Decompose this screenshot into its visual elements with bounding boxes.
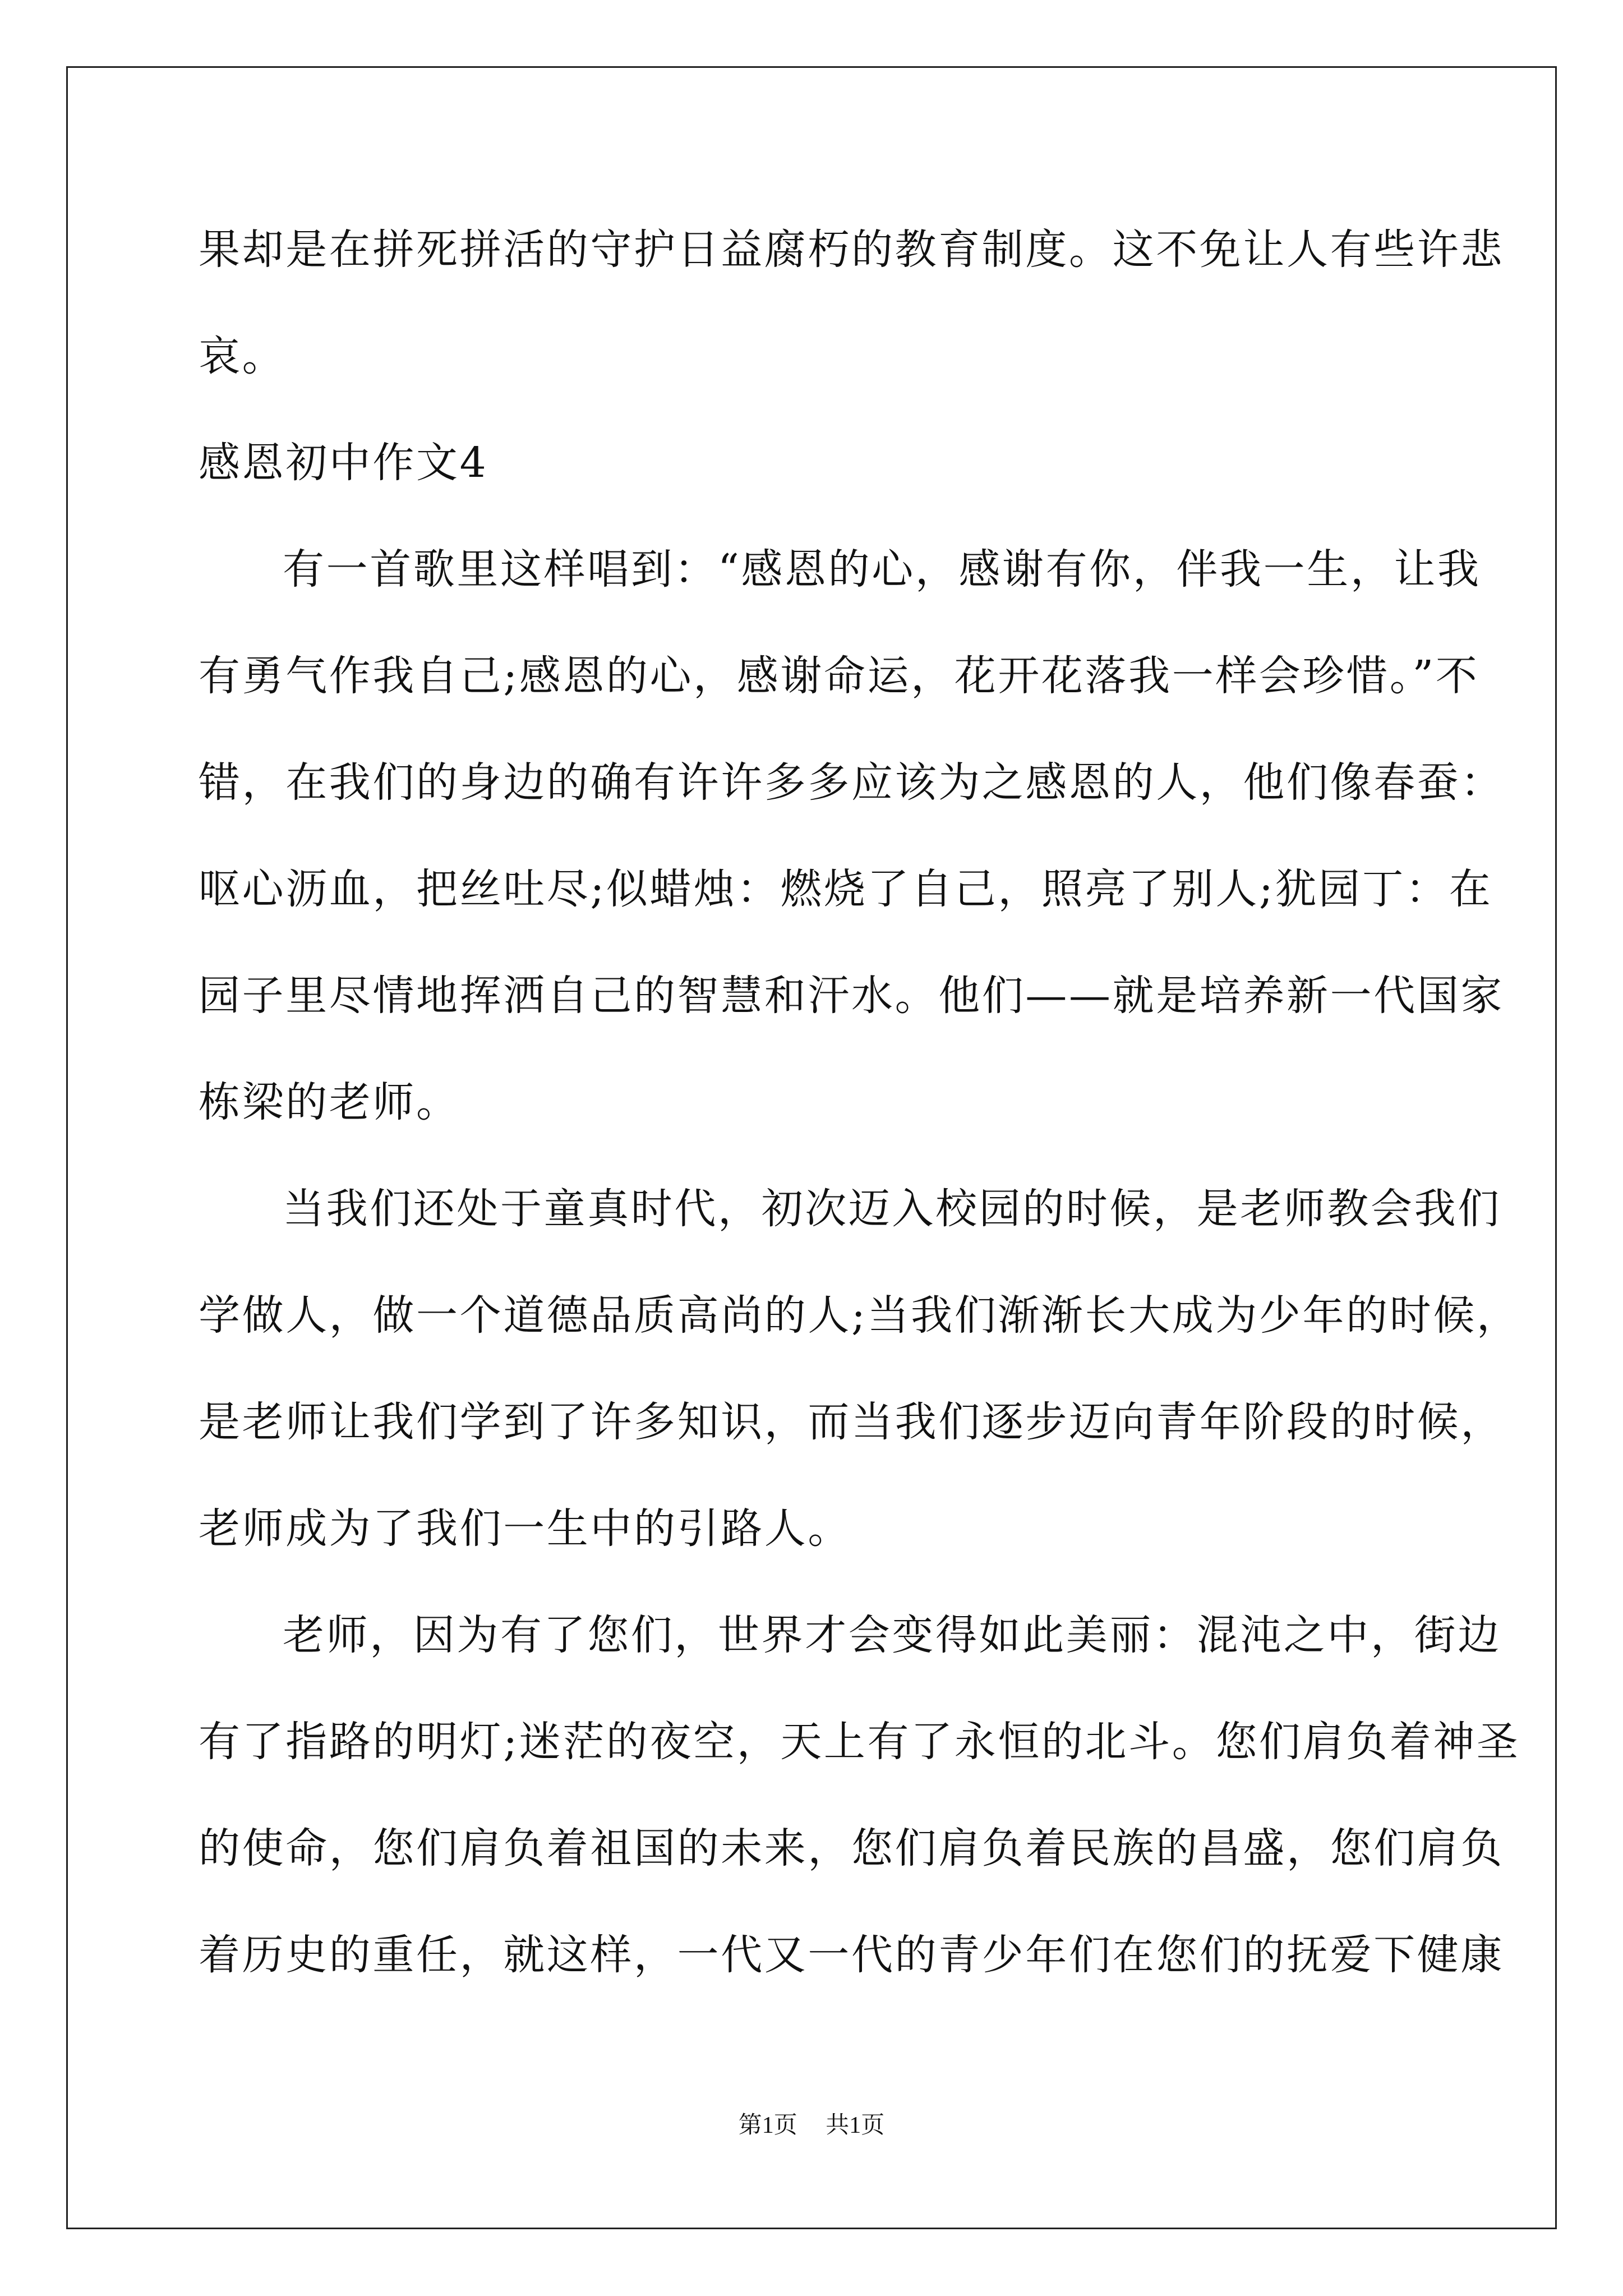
section-heading: 感恩初中作文4 (199, 439, 488, 487)
text-line: 老师成为了我们一生中的引路人。 (199, 1504, 851, 1553)
text-line: 有勇气作我自己;感恩的心，感谢命运，花开花落我一样会珍惜。”不 (199, 652, 1479, 700)
page-total: 共1页 (826, 2113, 885, 2138)
text-line: 果却是在拼死拼活的守护日益腐朽的教育制度。这不免让人有些许悲 (199, 226, 1504, 274)
text-line: 着历史的重任，就这样，一代又一代的青少年们在您们的抚爱下健康 (199, 1931, 1504, 1979)
text-line: 错，在我们的身边的确有许许多多应该为之感恩的人，他们像春蚕： (199, 758, 1504, 807)
text-line: 哀。 (199, 332, 286, 380)
text-line: 是老师让我们学到了许多知识，而当我们逐步迈向青年阶段的时候， (199, 1398, 1504, 1446)
paragraph-start: 老师，因为有了您们，世界才会变得如此美丽：混沌之中，街边 (283, 1611, 1501, 1659)
page-footer (0, 2106, 1623, 2140)
page-number: 第1页 (738, 2113, 797, 2138)
paragraph-start: 当我们还处于童真时代，初次迈入校园的时候，是老师教会我们 (283, 1185, 1501, 1233)
paragraph-start: 有一首歌里这样唱到：“感恩的心，感谢有你，伴我一生，让我 (283, 545, 1481, 593)
text-line: 学做人，做一个道德品质高尚的人;当我们渐渐长大成为少年的时候， (199, 1291, 1520, 1340)
text-line: 的使命，您们肩负着祖国的未来，您们肩负着民族的昌盛，您们肩负 (199, 1824, 1504, 1872)
text-line: 园子里尽情地挥洒自己的智慧和汗水。他们——就是培养新一代国家 (199, 972, 1504, 1020)
document-body (199, 202, 1520, 2014)
text-line: 呕心沥血，把丝吐尽;似蜡烛：燃烧了自己，照亮了别人;犹园丁：在 (199, 865, 1493, 913)
text-line: 栋梁的老师。 (199, 1078, 460, 1126)
text-line: 有了指路的明灯;迷茫的夜空，天上有了永恒的北斗。您们肩负着神圣 (199, 1718, 1520, 1766)
